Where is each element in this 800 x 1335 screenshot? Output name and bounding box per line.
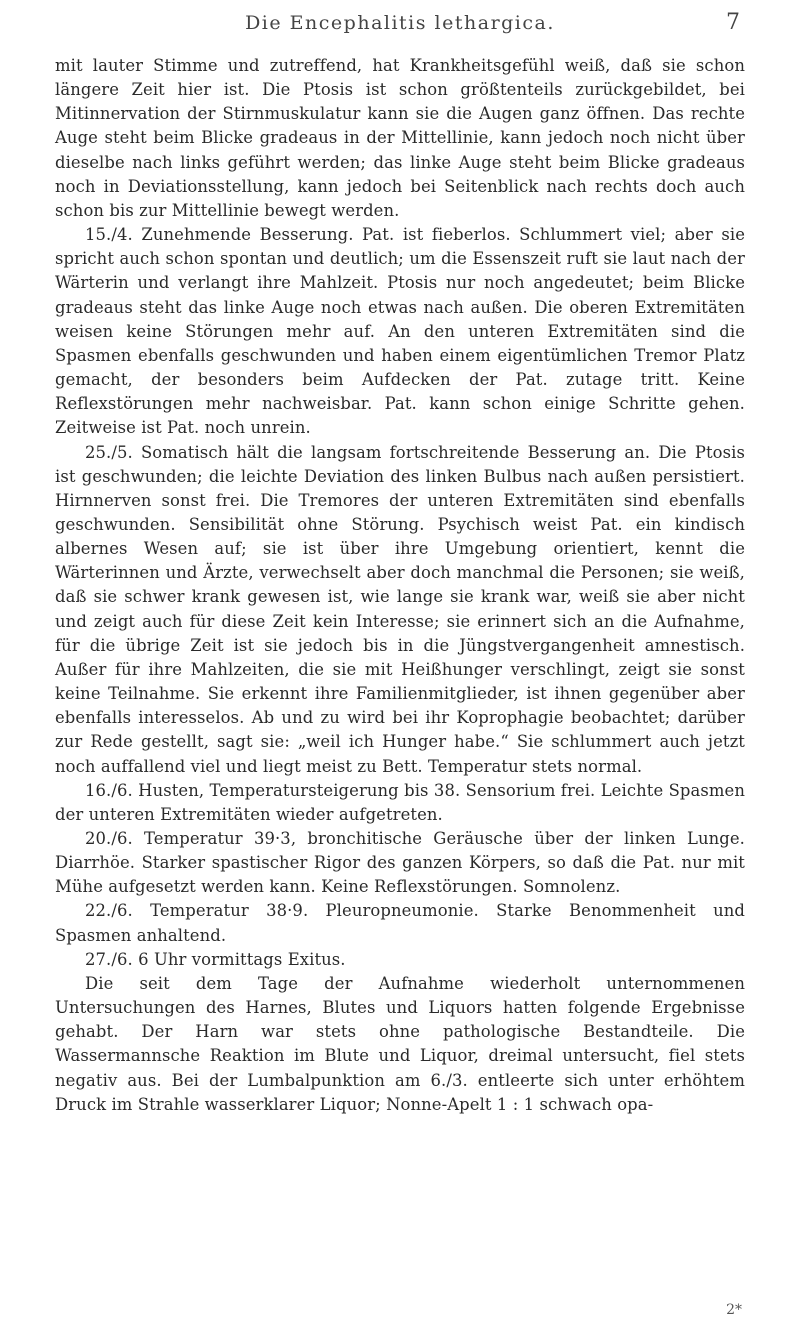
body-text	[55, 54, 745, 1117]
paragraph-entry-20-6: 20./6. Temperatur 39·3, bronchitische Geräusche über der linken Lunge. Diarrhöe. Starker spastischer Rigor des ganzen Körpers, so daß die Pat. nur mit Mühe aufgesetzt werden kann. Keine Reflexstörungen. Somnolenz.	[55, 829, 745, 897]
paragraph-entry-27-6: 27./6. 6 Uhr vormittags Exitus.	[85, 949, 346, 969]
paragraph-entry-15-4: 15./4. Zunehmende Besserung. Pat. ist fieberlos. Schlummert viel; aber sie spricht auch schon spontan und deutlich; um die Essenszeit ruft sie laut nach der Wärterin und verlangt ihre Mahlzeit. Ptosis nur noch angedeutet; beim Blicke gradeaus steht das linke Auge noch etwas nach außen. Die oberen Extremitäten weisen keine Störungen mehr auf. An den unteren Extremitäten sind die Spasmen ebenfalls geschwunden und haben einem eigentümlichen Tremor Platz gemacht, der besonders beim Aufdecken der Pat. zutage tritt. Keine Reflexstörungen mehr nachweisbar. Pat. kann schon einige Schritte gehen. Zeitweise ist Pat. noch unrein.	[55, 225, 745, 438]
paragraph-continuation: mit lauter Stimme und zutreffend, hat Krankheitsgefühl weiß, daß sie schon längere Zeit hier ist. Die Ptosis ist schon größtenteils zurückgebildet, bei Mitinnervation der Stirnmuskulatur kann sie die Augen ganz öffnen. Das rechte Auge steht beim Blicke gradeaus in der Mittellinie, kann jedoch noch nicht über dieselbe nach links geführt werden; das linke Auge steht beim Blicke gradeaus noch in Deviationsstellung, kann jedoch bei Seitenblick nach rechts doch auch schon bis zur Mittellinie bewegt werden.	[55, 56, 745, 220]
sheet-signature: 2*	[726, 1302, 742, 1318]
paragraph-entry-22-6: 22./6. Temperatur 38·9. Pleuropneumonie. Starke Benommenheit und Spasmen anhaltend.	[55, 901, 745, 945]
page-number: 7	[726, 10, 740, 35]
paragraph-entry-25-5: 25./5. Somatisch hält die langsam fortschreitende Besserung an. Die Ptosis ist geschwunden; die leichte Deviation des linken Bulbus nach außen persistiert. Hirnnerven sonst frei. Die Tremores der unteren Extremitäten sind ebenfalls geschwunden. Sensibilität ohne Störung. Psychisch weist Pat. ein kindisch albernes Wesen auf; sie ist über ihre Umgebung orientiert, kennt die Wärterinnen und Ärzte, verwechselt aber doch manchmal die Personen; sie weiß, daß sie schwer krank gewesen ist, wie lange sie krank war, weiß sie aber nicht und zeigt auch für diese Zeit kein Interesse; sie erinnert sich an die Aufnahme, für die übrige Zeit ist sie jedoch bis in die Jüngstvergangenheit amnestisch. Außer für ihre Mahlzeiten, die sie mit Heißhunger verschlingt, zeigt sie sonst keine Teilnahme. Sie erkennt ihre Familienmitglieder, ist ihnen gegenüber aber ebenfalls interesselos. Ab und zu wird bei ihr Koprophagie beobachtet; darüber zur Rede gestellt, sagt sie: „weil ich Hunger habe.“ Sie schlummert auch jetzt noch auffallend viel und liegt meist zu Bett. Temperatur stets normal.	[55, 442, 745, 776]
page-header	[0, 10, 800, 38]
paragraph-examinations: Die seit dem Tage der Aufnahme wiederholt unternommenen Untersuchungen des Harnes, Blutes und Liquors hatten folgende Ergebnisse gehabt. Der Harn war stets ohne pathologische Bestandteile. Die Wassermannsche Reaktion im Blute und Liquor, dreimal untersucht, fiel stets negativ aus. Bei der Lumbalpunktion am 6./3. entleerte sich unter erhöhtem Druck im Strahle wasserklarer Liquor; Nonne-Apelt 1 : 1 schwach opa-	[55, 973, 745, 1114]
paragraph-entry-16-6: 16./6. Husten, Temperatursteigerung bis 38. Sensorium frei. Leichte Spasmen der unteren Extremitäten wieder aufgetreten.	[55, 780, 745, 824]
running-head: Die Encephalitis lethargica.	[245, 12, 555, 34]
